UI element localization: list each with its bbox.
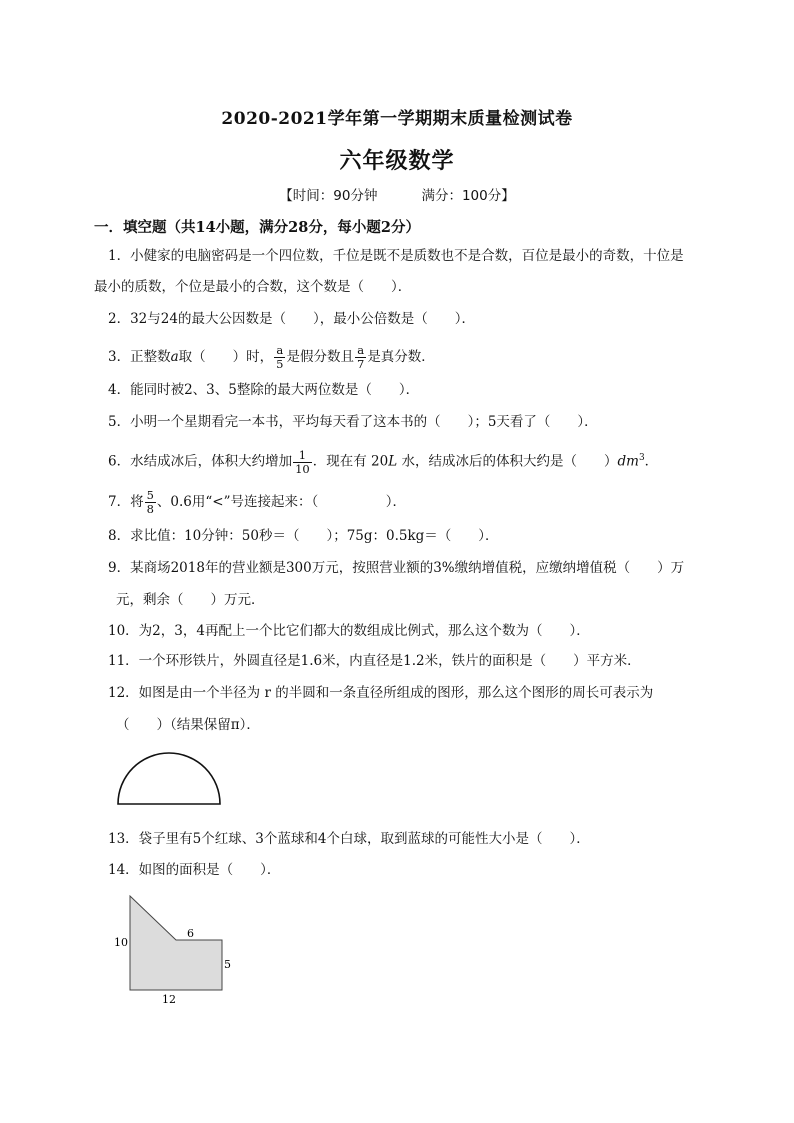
fraction-1-over-10: $\frac{1}{10}$ — [295, 447, 310, 476]
semicircle-shape — [118, 753, 220, 804]
question-7: 7．将 $\frac{5}{8}$ 、0.6用“<”号连接起来：（ ）． — [108, 488, 407, 516]
question-11: 11．一个环形铁片，外圆直径是1.6米，内直径是1.2米，铁片的面积是（ ）平方米． — [108, 653, 641, 669]
section-title: 一．填空题（共14小题，满分28分，每小题2分） — [94, 219, 420, 236]
area-shape — [130, 896, 222, 990]
question-6: 6．水结成冰后，体积大约增加 $\frac{1}{10}$ ．现在有 20L 水，结成冰后的体积大约是（ ）$dm^3$． — [108, 447, 659, 476]
question-5: 5．小明一个星期看完一本书，平均每天看了这本书的（ ）；5天看了（ ）． — [108, 414, 598, 430]
question-1-line-1: 1．小健家的电脑密码是一个四位数，千位是既不是质数也不是合数，百位是最小的奇数，十位是 — [108, 248, 684, 264]
semicircle-figure — [112, 744, 226, 808]
label-left: 10 — [114, 936, 128, 949]
label-bottom: 12 — [162, 993, 176, 1006]
question-12-line-2: （ ）（结果保留π）． — [116, 717, 260, 733]
question-3: 3．正整数a取（ ）时， $\frac{a}{5}$ 是假分数且 $\frac{a}{7}$ 是真分数． — [108, 343, 435, 371]
exam-subject: 六年级数学 — [339, 148, 455, 174]
question-12-line-1: 12．如图是由一个半径为 r 的半圆和一条直径所组成的图形，那么这个图形的周长可表示为 — [108, 685, 654, 701]
question-2: 2．32与24的最大公因数是（ ），最小公倍数是（ ）． — [108, 311, 475, 327]
label-right: 5 — [224, 958, 231, 971]
question-1-line-2: 最小的质数，个位是最小的合数，这个数是（ ）． — [94, 279, 412, 295]
area-figure — [112, 890, 232, 1006]
exam-title: 2020-2021学年第一学期期末质量检测试卷 — [221, 109, 573, 129]
question-10: 10．为2，3，4再配上一个比它们都大的数组成比例式，那么这个数为（ ）． — [108, 623, 590, 639]
question-9-line-2: 元，剩余（ ）万元． — [116, 592, 265, 608]
time-info: 【时间：90分钟 — [279, 188, 378, 204]
score-info: 满分：100分】 — [421, 188, 515, 204]
question-14: 14．如图的面积是（ ）． — [108, 862, 281, 878]
fraction-a-over-5: $\frac{a}{5}$ — [276, 343, 284, 371]
fraction-5-over-8: $\frac{5}{8}$ — [146, 488, 154, 516]
exam-info — [0, 184, 794, 204]
question-13: 13．袋子里有5个红球、3个蓝球和4个白球，取到蓝球的可能性大小是（ ）． — [108, 831, 590, 847]
question-4: 4．能同时被2、3、5整除的最大两位数是（ ）． — [108, 382, 420, 398]
question-9-line-1: 9．某商场2018年的营业额是300万元，按照营业额的3%缴纳增值税，应缴纳增值税（ ）万 — [108, 560, 685, 576]
fraction-a-over-7: $\frac{a}{7}$ — [356, 343, 365, 371]
question-8: 8．求比值：10分钟：50秒＝（ ）；75g：0.5kg＝（ ）． — [108, 528, 499, 544]
label-top: 6 — [187, 927, 194, 940]
